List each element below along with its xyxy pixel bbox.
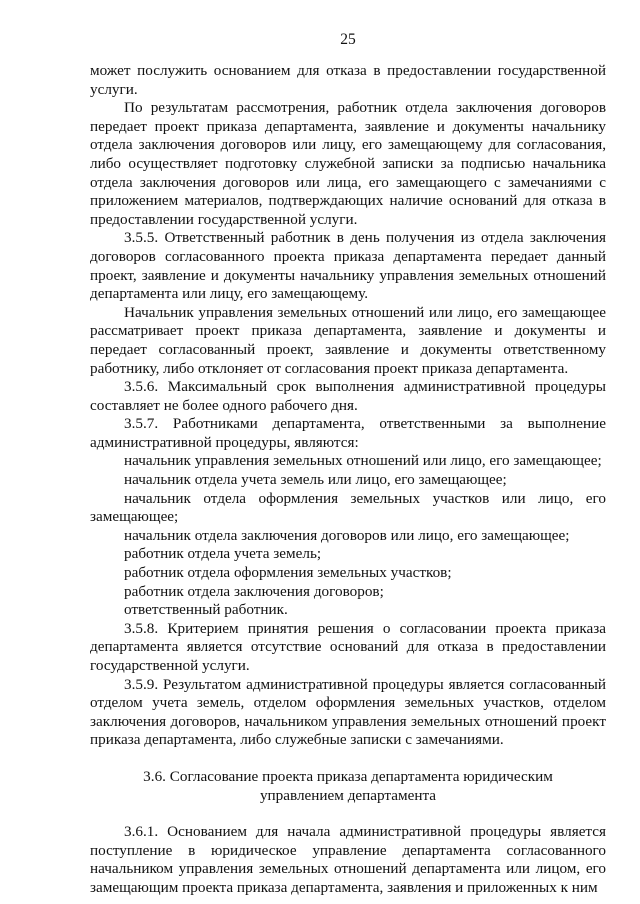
responsible-list bbox=[90, 452, 606, 619]
paragraph-3-5-6: 3.5.6. Максимальный срок выполнения административной процедуры составляет не более одного рабочего дня. bbox=[90, 378, 606, 414]
paragraph-3-6-1: 3.6.1. Основанием для начала административной процедуры является поступление в юридическое управление департамента согласованного начальником управления земельных отношений департамента или лицом, его замещающим проекта приказа департамента, заявления и приложенных к ним bbox=[90, 823, 606, 896]
list-item: начальник отдела оформления земельных участков или лицо, его замещающее; bbox=[90, 489, 606, 526]
list-item: работник отдела заключения договоров; bbox=[124, 582, 384, 600]
paragraph-head-review: Начальник управления земельных отношений или лицо, его замещающее рассматривает проект приказа департамента, заявление и документы и передает согласованный проект, заявление и документы ответственному работнику, либо отклоняет от согласования проект приказа департамента. bbox=[90, 303, 606, 377]
paragraph-review-result: По результатам рассмотрения, работник отдела заключения договоров передает проект приказа департамента, заявление и документы начальнику отдела заключения договоров или лицу, его замещающему для согласования, либо осуществляет подготовку служебной записки за подписью начальника отдела заключения договоров или лица, его замещающего с замечаниями с приложением материалов, подтверждающих наличие оснований для отказа в предоставлении государственной услуги. bbox=[90, 99, 606, 228]
paragraph-continuation: может послужить основанием для отказа в предоставлении государственной услуги. bbox=[90, 62, 606, 98]
list-item: работник отдела учета земель; bbox=[124, 545, 322, 563]
list-item: начальник управления земельных отношений или лицо, его замещающее; bbox=[124, 452, 602, 470]
paragraph-3-5-9: 3.5.9. Результатом административной процедуры является согласованный отделом учета земель, отделом оформления земельных участков, отделом заключения договоров, начальником управления земельных отношений проект приказа департамента, либо служебные записки с замечаниями. bbox=[90, 675, 606, 749]
paragraph-3-5-5: 3.5.5. Ответственный работник в день получения из отдела заключения договоров согласованного проекта приказа департамента передает данный проект, заявление и документы начальнику управления земельных отношений департамента или лицу, его замещающему. bbox=[90, 229, 606, 303]
list-item: начальник отдела заключения договоров или лицо, его замещающее; bbox=[124, 526, 570, 544]
paragraph-3-5-7: 3.5.7. Работниками департамента, ответственными за выполнение административной процедуры, являются: bbox=[90, 415, 606, 451]
list-item: ответственный работник. bbox=[124, 601, 288, 619]
section-heading: 3.6. Согласование проекта приказа департамента юридическим управлением департамента bbox=[143, 767, 553, 804]
list-item: работник отдела оформления земельных участков; bbox=[124, 564, 452, 582]
paragraph-3-5-8: 3.5.8. Критерием принятия решения о согласовании проекта приказа департамента является отсутствие оснований для отказа в предоставлении государственной услуги. bbox=[90, 619, 606, 674]
list-item: начальник отдела учета земель или лицо, его замещающее; bbox=[124, 471, 507, 489]
page-number: 25 bbox=[340, 31, 356, 48]
document-body bbox=[90, 62, 606, 898]
